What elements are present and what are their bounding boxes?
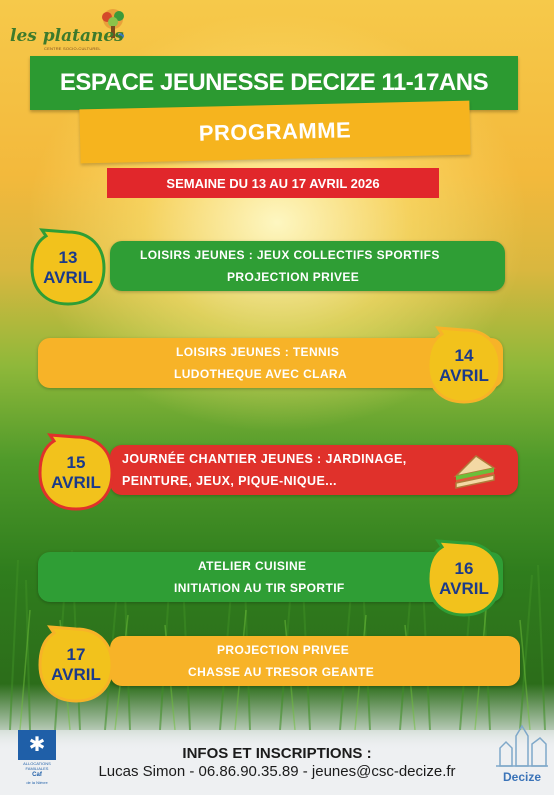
date-badge-17 [36, 625, 116, 705]
activity-line: PROJECTION PRIVEE [217, 643, 350, 657]
activity-line: CHASSE AU TRESOR GEANTE [188, 665, 375, 679]
date-month: AVRIL [51, 473, 101, 492]
date-month: AVRIL [43, 268, 93, 287]
programme-banner [79, 101, 470, 164]
date-day: 15 [66, 453, 86, 472]
decize-label: Decize [502, 770, 542, 784]
date-badge-14 [424, 326, 504, 406]
logo-name: les platanes [10, 26, 124, 46]
info-contact: Lucas Simon - 06.86.90.35.89 - jeunes@csc-decize.fr [98, 763, 456, 780]
activity-bar-13 [110, 241, 505, 291]
les-platanes-logo [10, 8, 130, 52]
date-day: 16 [454, 559, 474, 578]
activity-line: LUDOTHEQUE AVEC CLARA [174, 367, 348, 381]
programme-heading: PROGRAMME [198, 117, 352, 146]
activity-line: ATELIER CUISINE [198, 559, 307, 573]
date-badge-13 [28, 228, 108, 308]
activity-bar-17 [110, 636, 520, 686]
date-badge-16 [424, 539, 504, 619]
activity-line: INITIATION AU TIR SPORTIF [174, 581, 345, 595]
caf-line-2: Caf [32, 772, 42, 778]
activity-line: LOISIRS JEUNES : JEUX COLLECTIFS SPORTIFS [140, 248, 440, 262]
activity-line: LOISIRS JEUNES : TENNIS [176, 345, 340, 359]
caf-line-3: de la Nièvre [26, 780, 48, 785]
sandwich-icon [452, 450, 498, 490]
date-month: AVRIL [439, 366, 489, 385]
decize-logo-icon [492, 722, 552, 786]
week-banner [107, 168, 439, 198]
date-day: 13 [58, 248, 78, 267]
date-month: AVRIL [51, 665, 101, 684]
week-label: SEMAINE DU 13 AU 17 AVRIL 2026 [166, 175, 380, 191]
activity-line: PROJECTION PRIVEE [227, 270, 360, 284]
page-title: ESPACE JEUNESSE DECIZE 11-17ANS [59, 69, 489, 96]
caf-snowflake-icon: ✱ [28, 734, 46, 756]
caf-line-1: ALLOCATIONS FAMILIALES [23, 761, 51, 771]
date-day: 17 [66, 645, 86, 664]
decize-town-icon [492, 722, 552, 770]
date-badge-15 [36, 433, 116, 513]
activity-line: JOURNÉE CHANTIER JEUNES : JARDINAGE, [122, 452, 407, 466]
info-title: INFOS ET INSCRIPTIONS : [182, 745, 372, 762]
logo-subtitle: CENTRE SOCIO-CULTUREL [44, 46, 101, 51]
date-month: AVRIL [439, 579, 489, 598]
date-day: 14 [454, 346, 474, 365]
activity-line: PEINTURE, JEUX, PIQUE-NIQUE... [122, 474, 337, 488]
